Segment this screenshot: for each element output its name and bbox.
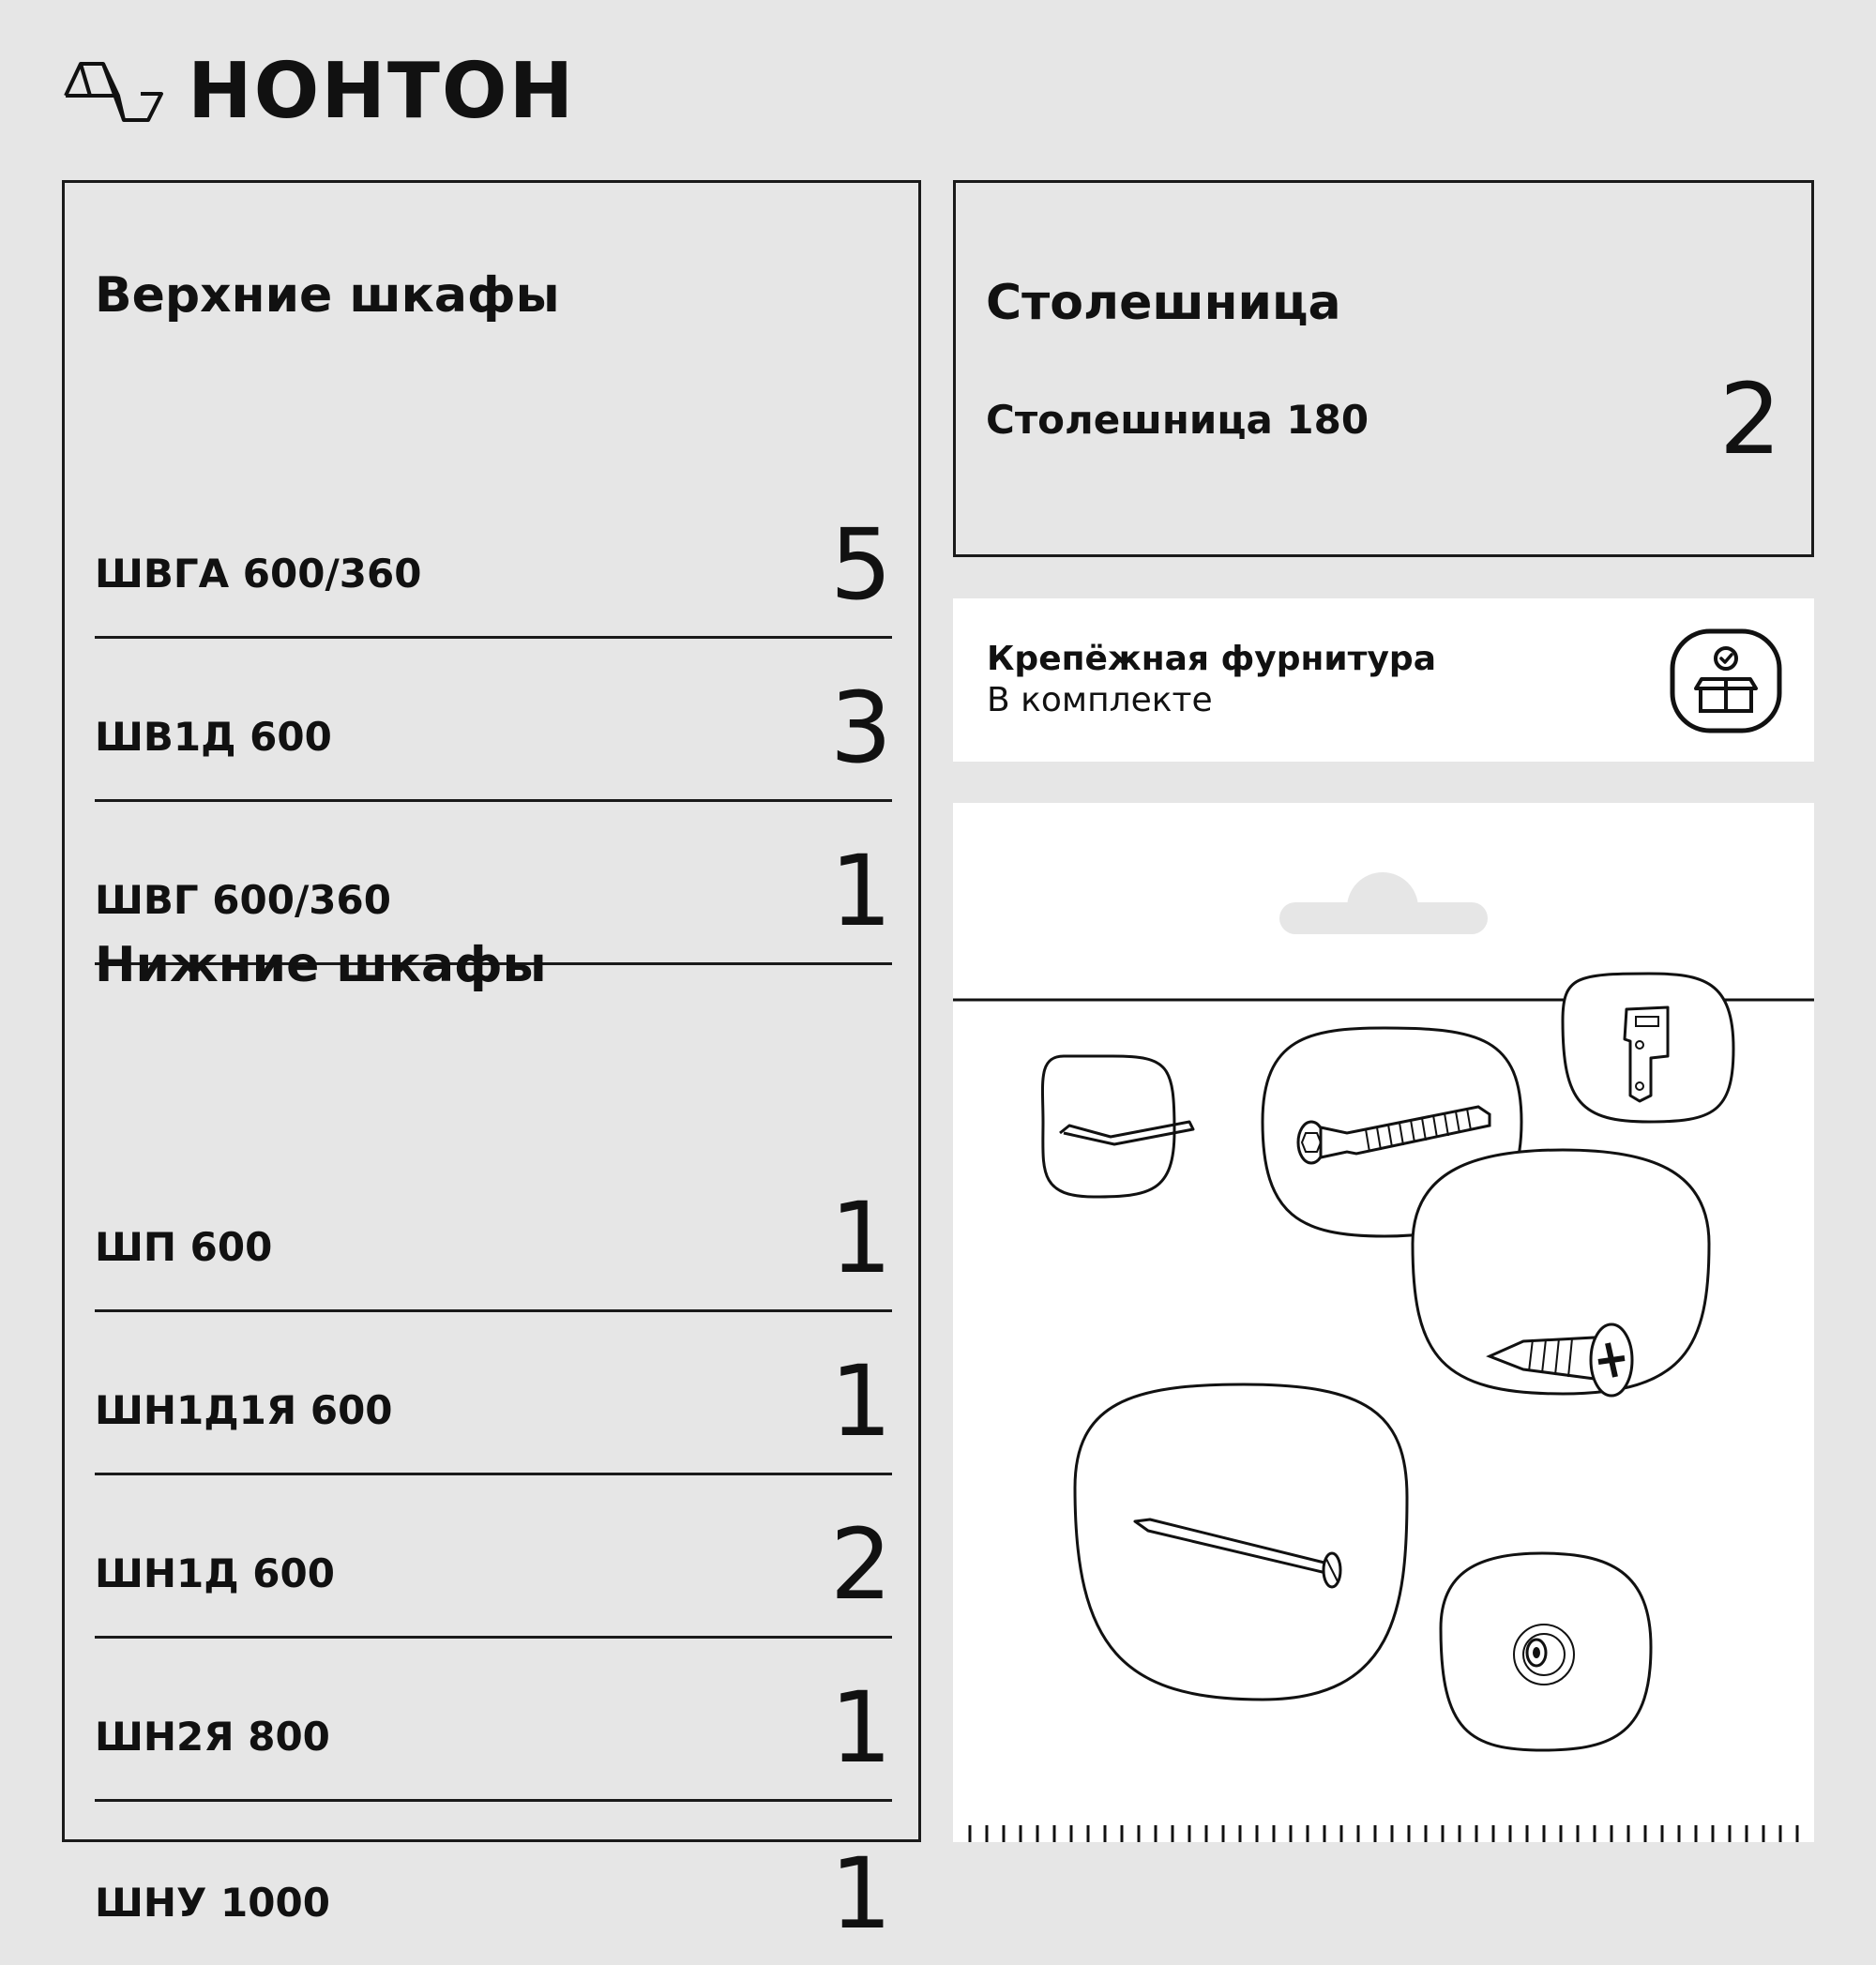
list-item	[95, 1477, 892, 1639]
item-quantity: 1	[829, 1670, 892, 1785]
hardware-panel	[953, 598, 1814, 762]
hardware-title: Крепёжная фурнитура	[987, 640, 1436, 678]
item-label: ШВГА 600/360	[95, 551, 422, 597]
hang-hole-icon	[1279, 872, 1488, 934]
item-label: ШНУ 1000	[95, 1880, 330, 1926]
zigzag-ribbon-icon	[62, 54, 165, 129]
list-item	[95, 1151, 892, 1312]
list-item	[95, 1804, 892, 1965]
box-check-icon	[1670, 628, 1782, 733]
hardware-status: В комплекте	[987, 681, 1213, 719]
lower-cabinets-title: Нижние шкафы	[95, 937, 547, 993]
shelf-support-icon	[1441, 1553, 1651, 1750]
item-quantity: 2	[829, 1507, 892, 1622]
item-label: ШВ1Д 600	[95, 714, 332, 760]
hardware-package-illustration	[953, 803, 1814, 1842]
logo	[62, 47, 576, 136]
item-quantity: 1	[829, 1837, 892, 1951]
item-label: ШН1Д1Я 600	[95, 1387, 393, 1433]
hanging-bracket-icon	[1563, 974, 1733, 1122]
countertop-label: Столешница 180	[986, 397, 1369, 443]
item-quantity: 1	[829, 1181, 892, 1295]
item-label: ШН2Я 800	[95, 1714, 330, 1760]
nail-icon	[1075, 1384, 1407, 1700]
list-item	[95, 1314, 892, 1475]
item-quantity: 5	[829, 507, 892, 622]
brand-name: НОНТОН	[188, 47, 576, 136]
list-item	[95, 477, 892, 639]
countertop-panel	[953, 180, 1814, 557]
item-quantity: 1	[829, 834, 892, 948]
upper-cabinets-title: Верхние шкафы	[95, 267, 560, 324]
cabinets-panel	[62, 180, 921, 1951]
countertop-quantity: 2	[1718, 362, 1781, 476]
wood-screw-icon	[1413, 1150, 1709, 1396]
item-label: ШН1Д 600	[95, 1550, 335, 1596]
item-quantity: 3	[829, 671, 892, 785]
item-label: ШП 600	[95, 1224, 273, 1270]
item-quantity: 1	[829, 1344, 892, 1459]
list-item	[95, 641, 892, 802]
perforated-edge	[970, 1825, 1797, 1842]
hex-key-icon	[1042, 1056, 1193, 1197]
list-item	[95, 1640, 892, 1802]
countertop-title: Столешница	[986, 275, 1341, 331]
item-label: ШВГ 600/360	[95, 877, 391, 923]
